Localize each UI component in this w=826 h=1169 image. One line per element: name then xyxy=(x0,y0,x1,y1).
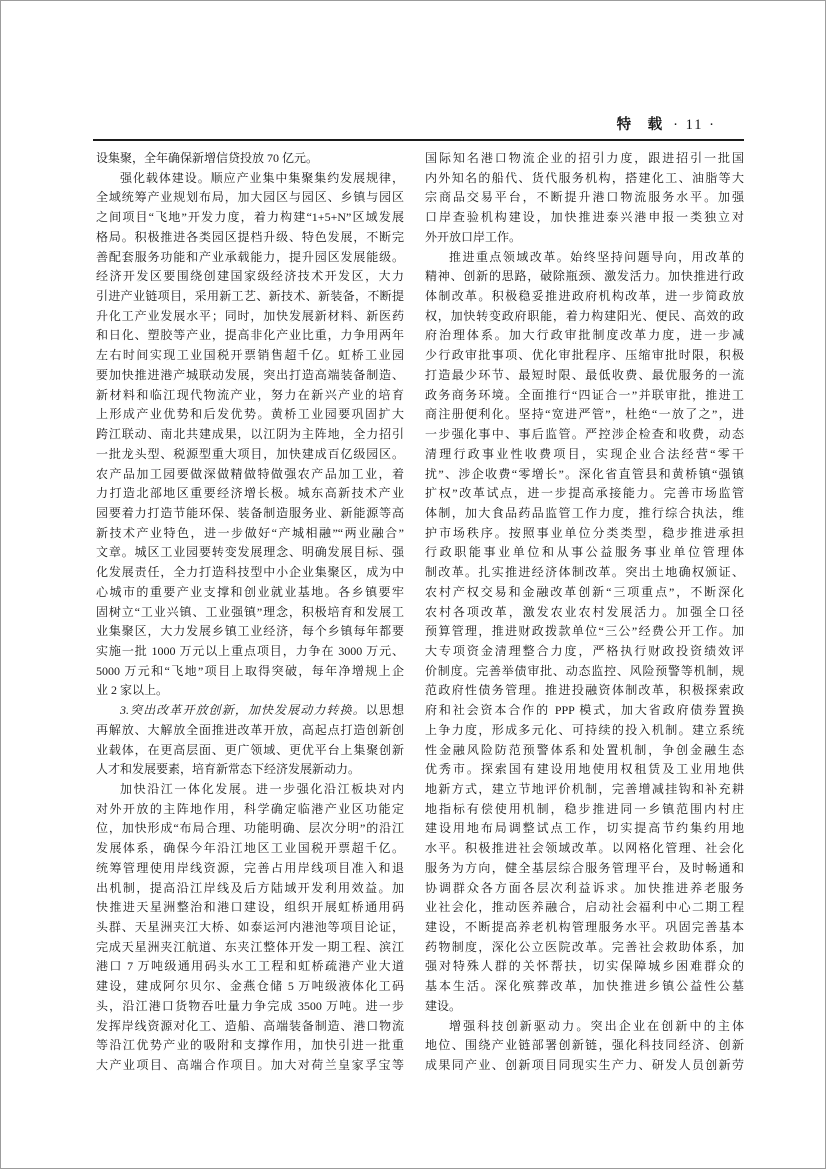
section-title: 特 载 xyxy=(616,117,664,133)
text-line: 制改革。扎实推进经济体制改革。突出土地确权颁证、 xyxy=(425,565,744,580)
text-columns xyxy=(96,149,744,1076)
text-line: 对外开放的主阵地作用，科学确定临港产业区功能定 xyxy=(96,801,404,816)
text-line: 园要着力打造节能环保、装备制造服务业、新能源等高 xyxy=(96,505,404,520)
text-line: 港口 7 万吨级通用码头水工工程和虹桥疏港产业大道 xyxy=(96,959,404,974)
text-line: 固树立“工业兴镇、工业强镇”理念，积极培育和发展工 xyxy=(96,604,404,619)
text-line: 扰”、涉企收费“零增长”。深化省直管县和黄桥镇“强镇 xyxy=(425,466,744,481)
text-line: 农产品加工园要做深做精做特做强农产品加工业，着 xyxy=(96,466,404,481)
text-line: 要加快推进港产城联动发展，突出打造高端装备制造、 xyxy=(96,367,404,382)
text-line: 地指标有偿使用机制，稳步推进同一乡镇范围内村庄 xyxy=(425,801,744,816)
text-line: 文章。城区工业园要转变发展理念、明确发展目标、强 xyxy=(96,545,404,560)
text-line: 打造最少环节、最短时限、最低收费、最优服务的一流 xyxy=(425,367,744,382)
emphasis-heading-text: 3.突出改革开放创新，加快发展动力转换。 xyxy=(120,703,366,718)
text-line: 新技术产业特色，进一步做好“产城相融”“两业融合” xyxy=(96,525,404,540)
text-line: 体制改革。积极稳妥推进政府机构改革，进一步简政放 xyxy=(425,289,744,304)
text-line: 精神、创新的思路，破除瓶颈、激发活力。加快推进行政 xyxy=(425,269,744,284)
text-line: 府治理体系。加大行政审批制度改革力度，进一步减 xyxy=(425,328,744,343)
text-line: 头群、天星洲夹江大桥、如泰运河内港池等项目论证， xyxy=(96,920,404,935)
text-line: 建设。 xyxy=(425,998,462,1013)
text-line: 升化工产业发展水平；同时，加快发展新材料、新医药 xyxy=(96,308,404,323)
text-line: 快推进天星洲整治和港口建设，组织开展虹桥通用码 xyxy=(96,900,404,915)
text-line: 地位、围绕产业链部署创新链，强化科技同经济、创新 xyxy=(425,1038,744,1053)
text-line: 上形成产业优势和后发优势。黄桥工业园要巩固扩大 xyxy=(96,407,404,422)
text-line: 加快沿江一体化发展。进一步强化沿江板块对内 xyxy=(120,782,404,796)
text-column-right xyxy=(425,149,744,1076)
text-line: 地新方式，建立节地评价机制，完善增减挂钩和补充耕 xyxy=(425,782,744,796)
text-line: 协调群众各方面各层次利益诉求。加快推进养老服务 xyxy=(425,880,744,895)
page-header xyxy=(94,113,716,134)
text-line: 内外知名的船代、货代服务机构，搭建化工、油脂等大 xyxy=(425,170,744,185)
text-line: 业载体，在更高层面、更广领域、更优平台上集聚创新 xyxy=(96,742,404,757)
text-line: 新材料和临江现代物流产业，努力在新兴产业的培育 xyxy=(96,387,404,402)
text-line: 权，加快转变政府职能，着力构建阳光、便民、高效的政 xyxy=(425,308,744,323)
text-line: 位，加快形成“布局合理、功能明确、层次分明”的沿江 xyxy=(96,821,404,836)
text-line: 力打造北部地区重要经济增长极。城东高新技术产业 xyxy=(96,486,404,501)
text-line: 之间项目“飞地”开发力度，着力构建“1+5+N”区域发展 xyxy=(96,210,404,225)
text-line: 体制，加大食品药品监管工作力度，推行综合执法，维 xyxy=(425,505,744,520)
text-line: 等沿江优势产业的吸附和支撑作用，加快引进一批重 xyxy=(96,1038,404,1053)
header-divider xyxy=(93,139,744,141)
text-line: 设集聚，全年确保新增信贷投放 70 亿元。 xyxy=(96,151,319,165)
text-line: 药物制度，深化公立医院改革。完善社会救助体系，加 xyxy=(425,939,744,954)
page-number: · 11 · xyxy=(673,117,716,133)
text-line: 5000 万元和“飞地”项目上取得突破，每年净增规上企 xyxy=(96,663,404,678)
text-line: 强对特殊人群的关怀帮扶，切实保障城乡困难群众的 xyxy=(425,959,744,974)
text-line: 大专项资金清理整合力度，严格执行财政投资绩效评 xyxy=(425,643,744,658)
text-line: 心城市的重要产业支撑和创业就业基地。各乡镇要牢 xyxy=(96,584,404,599)
text-line: 外开放口岸工作。 xyxy=(425,229,522,244)
text-line: 增强科技创新驱动力。突出企业在创新中的主体 xyxy=(449,1018,744,1033)
text-line: 一批龙头型、税源型重大项目，加快建成百亿级园区。 xyxy=(96,446,404,461)
text-line: 建设，不断提高养老机构管理服务水平。巩固完善基本 xyxy=(425,920,744,935)
text-line: 商注册便利化。坚持“宽进严管”，杜绝“一放了之”，进 xyxy=(425,407,744,422)
text-line: 行政职能事业单位和从事公益服务事业单位管理体 xyxy=(425,545,744,560)
text-line: 宗商品交易平台，不断提升港口物流服务水平。加强 xyxy=(425,190,744,205)
text-line: 完成天星洲夹江航道、东夹江整体开发一期工程、滨江 xyxy=(96,939,404,954)
text-line: 大产业项目、高端合作项目。加大对荷兰皇家孚宝等 xyxy=(96,1058,404,1073)
text-line: 少行政审批事项、优化审批程序、压缩审批时限，积极 xyxy=(425,348,744,363)
text-line: 价制度。完善举债审批、动态监控、风险预警等机制，规 xyxy=(425,663,744,678)
text-line: 业集聚区，大力发展乡镇工业经济，每个乡镇每年都要 xyxy=(96,624,404,639)
text-line: 推进重点领域改革。始终坚持问题导向，用改革的 xyxy=(449,249,744,264)
text-line: 发展体系，确保今年沿江地区工业国税开票超千亿。 xyxy=(96,841,404,856)
text-line: 左右时间实现工业国税开票销售超千亿。虹桥工业园 xyxy=(96,348,404,363)
text-line: 预算管理，推进财政拨款单位“三公”经费公开工作。加 xyxy=(425,624,744,639)
text-line: 跨江联动、南北共建成果，以江阴为主阵地，全力招引 xyxy=(96,427,404,442)
text-line: 强化载体建设。顺应产业集中集聚集约发展规律， xyxy=(120,170,404,185)
text-line: 引进产业链项目，采用新工艺、新技术、新装备，不断提 xyxy=(96,289,404,304)
text-line: 再解放、大解放全面推进改革开放，高起点打造创新创 xyxy=(96,722,404,737)
text-line: 格局。积极推进各类园区提档升级、特色发展，不断完 xyxy=(96,229,404,244)
text-line: 性金融风险防范预警体系和处置机制，争创金融生态 xyxy=(425,742,744,757)
text-line: 统筹管理使用岸线资源，完善占用岸线项目准入和退 xyxy=(96,860,404,875)
text-line: 头，沿江港口货物吞吐量力争完成 3500 万吨。进一步 xyxy=(96,998,404,1013)
text-line: 护市场秩序。按照事业单位分类类型，稳步推进承担 xyxy=(425,525,744,540)
text-line: 扩权”改革试点，进一步提高承接能力。完善市场监管 xyxy=(425,486,744,501)
text-line: 服务为方向，健全基层综合服务管理平台，及时畅通和 xyxy=(425,860,744,875)
text-line: 建设，建成阿尔贝尔、金燕仓储 5 万吨级液体化工码 xyxy=(96,979,404,994)
text-line: 优秀市。探索国有建设用地使用权租赁及工业用地供 xyxy=(425,762,744,777)
text-line: 善配套服务功能和产业承载能力，提升园区发展能级。 xyxy=(96,249,404,264)
text-column-left xyxy=(96,149,404,1076)
text-line: 成果同产业、创新项目同现实生产力、研发人员创新劳 xyxy=(425,1058,744,1073)
text-line: 口岸查验机构建设，加快推进泰兴港申报一类独立对 xyxy=(425,210,744,225)
text-line: 和日化、塑胶等产业，提高非化产业比重，力争用两年 xyxy=(96,328,404,343)
text-line: 一步强化事中、事后监管。严控涉企检查和收费，动态 xyxy=(425,427,744,442)
text-line: 基本生活。深化殡葬改革，加快推进乡镇公益性公墓 xyxy=(425,979,744,994)
text-line: 农村产权交易和金融改革创新“三项重点”，不断深化 xyxy=(425,584,744,599)
text-line: 府和社会资本合作的 PPP 模式，加大省政府债券置换 xyxy=(425,703,744,718)
text-line: 业 2 家以上。 xyxy=(96,683,169,698)
text-line: 实施一批 1000 万元以上重点项目，力争在 3000 万元、 xyxy=(96,643,404,658)
text-line: 化发展责任，全力打造科技型中小企业集聚区，成为中 xyxy=(96,565,404,580)
text-line: 政务商务环境。全面推行“四证合一”并联审批，推进工 xyxy=(425,387,744,402)
text-line: 经济开发区要围绕创建国家级经济技术开发区，大力 xyxy=(96,269,404,284)
text-line: 3.突出改革开放创新，加快发展动力转换。以思想 xyxy=(120,703,404,718)
text-line: 农村各项改革，激发农业农村发展活力。加强全口径 xyxy=(425,604,744,619)
text-line: 水平。积极推进社会领域改革。以网格化管理、社会化 xyxy=(425,841,744,856)
text-line: 全域统筹产业规划布局，加大园区与园区、乡镇与园区 xyxy=(96,190,404,205)
text-line: 业社会化，推动医养融合，启动社会福利中心二期工程 xyxy=(425,900,744,915)
text-line: 清理行政事业性收费项目，实现企业合法经营“零干 xyxy=(425,446,744,461)
text-line: 出机制，提高沿江岸线及后方陆域开发利用效益。加 xyxy=(96,880,404,895)
text-line: 人才和发展要素，培育新常态下经济发展新动力。 xyxy=(96,762,361,777)
text-line: 发挥岸线资源对化工、造船、高端装备制造、港口物流 xyxy=(96,1018,404,1033)
text-line: 国际知名港口物流企业的招引力度，跟进招引一批国 xyxy=(425,151,744,165)
text-line: 范政府性债务管理。推进投融资体制改革，积极探索政 xyxy=(425,683,744,698)
text-line: 建设用地布局调整试点工作，切实提高节约集约用地 xyxy=(425,821,744,836)
text-line: 上争力度，形成多元化、可持续的投入机制。建立系统 xyxy=(425,722,744,737)
